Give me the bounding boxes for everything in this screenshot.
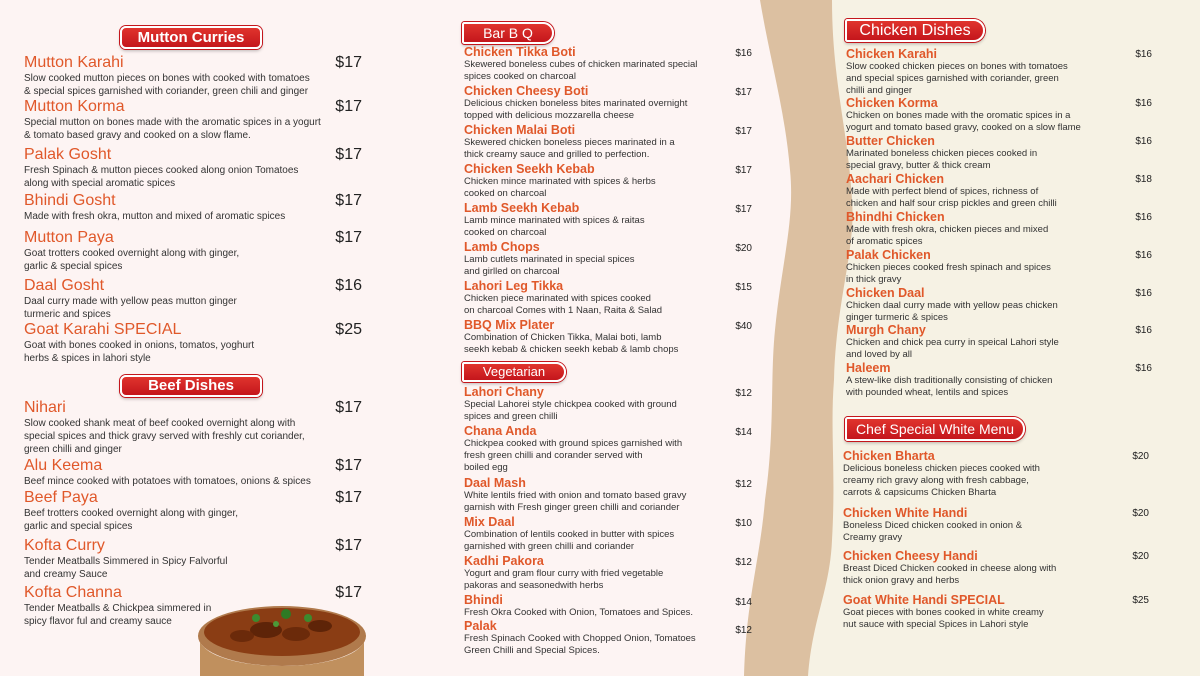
menu-item <box>846 134 1152 172</box>
item-desc: garlic & special spices <box>24 261 123 272</box>
item-name: Daal Gosht <box>24 277 105 294</box>
item-desc: Skewered boneless cubes of chicken marinated special <box>464 59 698 70</box>
item-desc: Goat with bones cooked in onions, tomatos, yoghurt <box>24 340 255 351</box>
item-price: $20 <box>1132 551 1149 562</box>
item-desc: Made with fresh okra, mutton and mixed of aromatic spices <box>24 211 286 222</box>
menu-item <box>24 54 364 98</box>
menu-item <box>464 279 752 317</box>
item-name: Lamb Chops <box>464 240 540 254</box>
menu-item <box>24 192 364 223</box>
item-name: Haleem <box>846 361 891 375</box>
item-price: $17 <box>735 165 752 176</box>
item-name: Bhindi Gosht <box>24 192 116 209</box>
item-name: Alu Keema <box>24 457 103 474</box>
item-name: Chicken Daal <box>846 286 925 300</box>
item-name: Mutton Paya <box>24 229 114 246</box>
menu-item <box>843 593 1149 631</box>
item-desc: spices and green chilli <box>464 411 558 422</box>
item-name: Chicken Bharta <box>843 449 935 463</box>
item-price: $17 <box>335 399 362 416</box>
item-name: Nihari <box>24 399 66 416</box>
item-price: $14 <box>735 427 752 438</box>
item-price: $17 <box>735 126 752 137</box>
item-desc: Chicken and chick pea curry in speical Lahori style <box>846 337 1059 348</box>
menu-item <box>464 45 752 83</box>
menu-item <box>846 96 1152 134</box>
item-name: Chicken Cheesy Boti <box>464 84 589 98</box>
menu-item <box>464 318 752 356</box>
chef-special-banner: Chef Special White Menu <box>845 417 1025 441</box>
menu-item <box>464 424 752 474</box>
item-desc: Delicious chicken boneless bites marinated overnight <box>464 98 688 109</box>
item-price: $20 <box>1132 508 1149 519</box>
item-desc: Fresh Spinach & mutton pieces cooked along onion Tomatoes <box>24 165 299 176</box>
item-desc: Slow cooked mutton pieces on bones with cooked with tomatoes <box>24 73 310 84</box>
item-desc: nut sauce with special Spices in Lahori style <box>843 619 1029 630</box>
item-desc: garnish with Fresh ginger green chilli and coriander <box>464 502 680 513</box>
menu-item <box>24 537 364 581</box>
item-desc: Lamb mince marinated with spices & raitas <box>464 215 645 226</box>
item-desc: pakoras and seasonedwith herbs <box>464 580 604 591</box>
menu-item <box>464 162 752 200</box>
item-desc: and loved by all <box>846 349 913 360</box>
item-desc: Daal curry made with yellow peas mutton ginger <box>24 296 237 307</box>
item-desc: boiled egg <box>464 462 508 473</box>
menu-item <box>843 449 1149 499</box>
item-price: $20 <box>735 243 752 254</box>
item-desc: yogurt and tomato based gravy, cooked on a slow flame <box>846 122 1081 133</box>
item-name: Lahori Chany <box>464 385 544 399</box>
chicken-dishes-banner: Chicken Dishes <box>845 19 985 42</box>
item-desc: ginger turmeric & spices <box>846 312 948 323</box>
item-price: $16 <box>1135 325 1152 336</box>
item-price: $16 <box>335 277 362 294</box>
item-desc: spicy flavor ful and creamy sauce <box>24 616 172 627</box>
item-name: Chicken Karahi <box>846 47 938 61</box>
menu-item <box>846 47 1152 97</box>
menu-item <box>843 549 1149 587</box>
item-price: $17 <box>335 192 362 209</box>
item-desc: Green Chilli and Special Spices. <box>464 645 600 656</box>
item-price: $17 <box>735 87 752 98</box>
menu-item <box>464 385 752 423</box>
menu-item <box>846 210 1152 248</box>
item-desc: Combination of Chicken Tikka, Malai boti, lamb <box>464 332 662 343</box>
menu-item <box>24 457 364 488</box>
item-name: BBQ Mix Plater <box>464 318 555 332</box>
menu-item <box>464 84 752 122</box>
item-name: Bhindhi Chicken <box>846 210 945 224</box>
item-price: $12 <box>735 388 752 399</box>
vegetarian-banner: Vegetarian <box>462 362 566 382</box>
item-price: $16 <box>735 48 752 59</box>
menu-item <box>24 321 364 365</box>
mutton-curries-banner: Mutton Curries <box>120 26 262 49</box>
menu-item <box>464 554 752 592</box>
item-price: $16 <box>1135 363 1152 374</box>
item-price: $12 <box>735 557 752 568</box>
item-desc: cooked on charcoal <box>464 227 547 238</box>
item-name: Chicken Korma <box>846 96 938 110</box>
item-price: $16 <box>1135 250 1152 261</box>
item-name: Mutton Korma <box>24 98 125 115</box>
item-name: Mutton Karahi <box>24 54 124 71</box>
item-desc: Fresh Okra Cooked with Onion, Tomatoes and Spices. <box>464 607 693 618</box>
item-desc: turmeric and spices <box>24 309 111 320</box>
menu-item <box>24 229 364 273</box>
item-desc: Tender Meatballs & Chickpea simmered in <box>24 603 212 614</box>
item-desc: of aromatic spices <box>846 236 923 247</box>
item-desc: Slow cooked shank meat of beef cooked overnight along with <box>24 418 296 429</box>
menu-item <box>464 619 752 657</box>
item-price: $12 <box>735 479 752 490</box>
item-desc: cooked on charcoal <box>464 188 547 199</box>
item-desc: Creamy gravy <box>843 532 903 543</box>
item-desc: & tomato based gravy and cooked on a slow flame. <box>24 130 251 141</box>
item-name: Bhindi <box>464 593 503 607</box>
item-desc: and creamy Sauce <box>24 569 108 580</box>
item-price: $25 <box>335 321 362 338</box>
item-desc: and special spices garnished with coriander, green <box>846 73 1059 84</box>
item-name: Chana Anda <box>464 424 537 438</box>
item-price: $20 <box>1132 451 1149 462</box>
item-desc: Fresh Spinach Cooked with Chopped Onion, Tomatoes <box>464 633 696 644</box>
item-name: Chicken Seekh Kebab <box>464 162 595 176</box>
item-desc: Made with perfect blend of spices, richness of <box>846 186 1039 197</box>
item-desc: special spices and thick gravy served with freshly cut coriander, <box>24 431 305 442</box>
beef-dishes-banner: Beef Dishes <box>120 375 262 397</box>
item-desc: Beef mince cooked with potatoes with tomatoes, onions & spices <box>24 476 311 487</box>
menu-item <box>846 248 1152 286</box>
item-name: Goat Karahi SPECIAL <box>24 321 182 338</box>
item-desc: thick onion gravy and herbs <box>843 575 960 586</box>
item-price: $16 <box>1135 136 1152 147</box>
item-desc: along with special aromatic spices <box>24 178 176 189</box>
item-price: $17 <box>735 204 752 215</box>
item-price: $16 <box>1135 49 1152 60</box>
item-price: $18 <box>1135 174 1152 185</box>
menu-item <box>464 240 752 278</box>
item-desc: special gravy, butter & thick cream <box>846 160 991 171</box>
item-desc: Delicious boneless chicken pieces cooked with <box>843 463 1040 474</box>
item-price: $17 <box>335 489 362 506</box>
item-desc: Chicken mince marinated with spices & herbs <box>464 176 656 187</box>
item-desc: topped with delicious mozzarella cheese <box>464 110 635 121</box>
item-desc: creamy rich gravy along with fresh cabbage, <box>843 475 1029 486</box>
item-desc: Made with fresh okra, chicken pieces and mixed <box>846 224 1049 235</box>
menu-item <box>24 98 364 142</box>
item-name: Mix Daal <box>464 515 515 529</box>
item-price: $17 <box>335 457 362 474</box>
item-name: Lahori Leg Tikka <box>464 279 564 293</box>
item-desc: seekh kebab & chicken seekh kebab & lamb chops <box>464 344 679 355</box>
menu-item <box>846 172 1152 210</box>
item-desc: Chicken pieces cooked fresh spinach and spices <box>846 262 1051 273</box>
item-name: Palak <box>464 619 497 633</box>
item-name: Chicken Cheesy Handi <box>843 549 978 563</box>
item-name: Beef Paya <box>24 489 98 506</box>
item-name: Lamb Seekh Kebab <box>464 201 580 215</box>
menu-item <box>24 277 364 321</box>
menu-item <box>846 323 1152 361</box>
item-desc: in thick gravy <box>846 274 902 285</box>
item-name: Daal Mash <box>464 476 526 490</box>
item-desc: on charcoal Comes with 1 Naan, Raita & Salad <box>464 305 663 316</box>
menu-item <box>24 489 364 533</box>
item-desc: Boneless Diced chicken cooked in onion & <box>843 520 1023 531</box>
item-name: Chicken Tikka Boti <box>464 45 576 59</box>
item-price: $16 <box>1135 288 1152 299</box>
item-name: Chicken White Handi <box>843 506 968 520</box>
item-desc: herbs & spices in lahori style <box>24 353 151 364</box>
item-desc: Chicken on bones made with the oromatic spices in a <box>846 110 1071 121</box>
item-desc: Yogurt and gram flour curry with fried vegetable <box>464 568 664 579</box>
item-name: Aachari Chicken <box>846 172 944 186</box>
menu-item <box>846 361 1152 399</box>
item-price: $15 <box>735 282 752 293</box>
item-desc: fresh green chilli and corander served with <box>464 450 643 461</box>
item-desc: chilli and ginger <box>846 85 913 96</box>
item-desc: with pounded wheat, lentils and spices <box>846 387 1009 398</box>
item-desc: Breast Diced Chicken cooked in cheese along with <box>843 563 1057 574</box>
item-desc: & special spices garnished with coriander, green chili and ginger <box>24 86 309 97</box>
menu-item <box>464 593 752 619</box>
item-name: Goat White Handi SPECIAL <box>843 593 1005 607</box>
item-price: $17 <box>335 537 362 554</box>
item-price: $17 <box>335 146 362 163</box>
menu-item <box>24 146 364 190</box>
item-price: $17 <box>335 98 362 115</box>
item-desc: carrots & capsicums Chicken Bharta <box>843 487 997 498</box>
menu-item <box>24 399 364 456</box>
item-desc: Slow cooked chicken pieces on bones with tomatoes <box>846 61 1068 72</box>
item-name: Kofta Channa <box>24 584 122 601</box>
menu-item <box>464 123 752 161</box>
item-name: Palak Chicken <box>846 248 931 262</box>
bbq-banner: Bar B Q <box>462 22 554 44</box>
item-desc: Marinated boneless chicken pieces cooked in <box>846 148 1038 159</box>
item-desc: green chilli and ginger <box>24 444 122 455</box>
item-name: Murgh Chany <box>846 323 926 337</box>
item-desc: Chickpea cooked with ground spices garnished with <box>464 438 683 449</box>
item-price: $17 <box>335 54 362 71</box>
item-price: $40 <box>735 321 752 332</box>
item-desc: Chicken daal curry made with yellow peas chicken <box>846 300 1058 311</box>
menu-item <box>464 515 752 553</box>
item-desc: Combination of lentils cooked in butter with spices <box>464 529 675 540</box>
item-desc: thick creamy sauce and grilled to perfection. <box>464 149 650 160</box>
menu-item <box>846 286 1152 324</box>
item-price: $12 <box>735 625 752 636</box>
item-desc: Chicken piece marinated with spices cooked <box>464 293 651 304</box>
item-desc: Goat pieces with bones cooked in white creamy <box>843 607 1044 618</box>
item-desc: Goat trotters cooked overnight along with ginger, <box>24 248 240 259</box>
menu-item <box>464 201 752 239</box>
item-desc: garlic and special spices <box>24 521 133 532</box>
item-name: Kofta Curry <box>24 537 105 554</box>
item-desc: chicken and half sour crisp pickles and green chilli <box>846 198 1057 209</box>
item-price: $10 <box>735 518 752 529</box>
item-desc: Beef trotters cooked overnight along with ginger, <box>24 508 239 519</box>
item-name: Chicken Malai Boti <box>464 123 576 137</box>
item-desc: Tender Meatballs Simmered in Spicy Falvorful <box>24 556 228 567</box>
menu-item <box>464 476 752 514</box>
item-desc: White lentils fried with onion and tomato based gravy <box>464 490 687 501</box>
item-price: $25 <box>1132 595 1149 606</box>
item-price: $17 <box>335 229 362 246</box>
item-desc: Skewered chicken boneless pieces marinated in a <box>464 137 675 148</box>
item-desc: Special Lahorei style chickpea cooked with ground <box>464 399 677 410</box>
item-desc: A stew-like dish traditionally consisting of chicken <box>846 375 1053 386</box>
item-desc: Special mutton on bones made with the aromatic spices in a yogurt <box>24 117 321 128</box>
item-desc: Lamb cutlets marinated in special spices <box>464 254 635 265</box>
item-name: Palak Gosht <box>24 146 112 163</box>
item-price: $16 <box>1135 212 1152 223</box>
item-desc: spices cooked on charcoal <box>464 71 576 82</box>
item-desc: garnished with green chilli and coriander <box>464 541 635 552</box>
item-price: $17 <box>335 584 362 601</box>
item-price: $16 <box>1135 98 1152 109</box>
item-name: Butter Chicken <box>846 134 935 148</box>
item-desc: and girlled on charcoal <box>464 266 560 277</box>
item-price: $14 <box>735 597 752 608</box>
menu-item <box>843 506 1149 544</box>
curry-bowl-image <box>196 596 368 676</box>
item-name: Kadhi Pakora <box>464 554 544 568</box>
